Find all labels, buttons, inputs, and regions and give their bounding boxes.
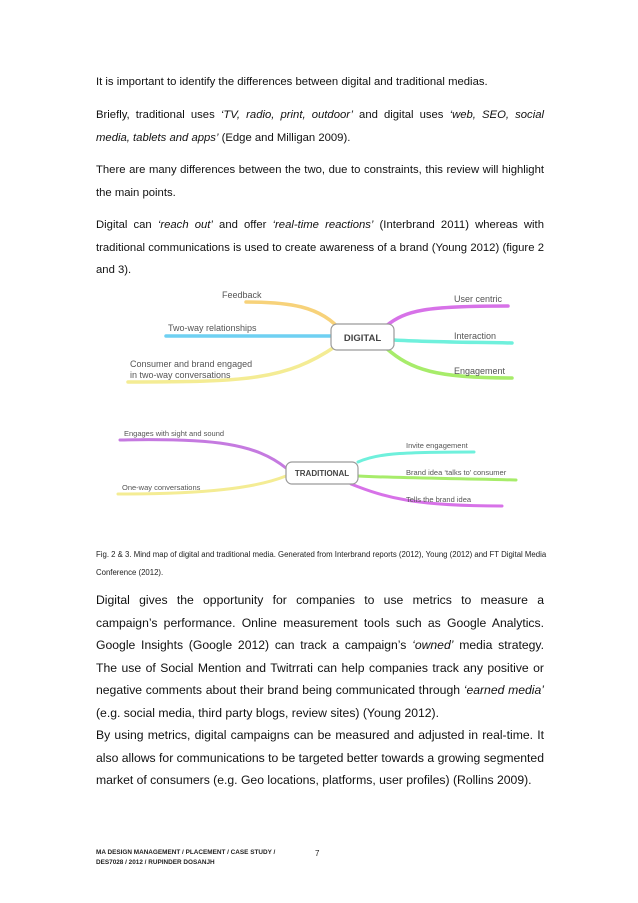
paragraph-differences: There are many differences between the two, due to constraints, this review will highlight the main points.	[96, 164, 544, 199]
text-run: and digital uses	[352, 109, 450, 121]
label-one-way: One-way conversations	[122, 483, 201, 492]
label-interaction: Interaction	[454, 331, 497, 341]
text-run: Digital can	[96, 219, 158, 231]
branch-invite	[358, 452, 474, 462]
label-consumer-2: in two-way conversations	[130, 370, 231, 380]
digital-center-label: DIGITAL	[343, 333, 382, 344]
figure-caption: Fig. 2 & 3. Mind map of digital and traditional media. Generated from Interbrand reports (2012), Young (2012) and FT Digital Media Conference (2012).	[96, 550, 547, 577]
paragraph-intro: It is important to identify the differences between digital and traditional medias.	[96, 76, 488, 88]
text-run: (Edge and Milligan 2009).	[218, 131, 351, 144]
paragraph-real-time: By using metrics, digital campaigns can be measured and adjusted in real-time. It also allows for communications to be targeted better towards a growing segmented market of consumers (e.g. Geo locations, platforms, user profiles) (Rollins 2009).	[96, 728, 544, 788]
paragraph-media-types	[96, 104, 544, 149]
branch-feedback	[246, 302, 342, 332]
label-consumer-1: Consumer and brand engaged	[130, 359, 253, 369]
paragraph-metrics	[96, 589, 544, 725]
italic-quote: ‘TV, radio, print, outdoor’	[220, 109, 353, 121]
text-run: (Interbrand 2011) whereas with traditional communications is used to create awareness of a brand (Young 2012) (figure 2 and 3).	[96, 219, 544, 276]
italic-quote: ‘reach out’	[157, 219, 213, 231]
italic-quote: ‘real-time reactions’	[272, 219, 374, 231]
label-user-centric: User centric	[454, 294, 503, 304]
footer-line-1: MA DESIGN MANAGEMENT / PLACEMENT / CASE STUDY /	[96, 849, 276, 856]
footer-line-2: DES7028 / 2012 / RUPINDER DOSANJH	[96, 859, 215, 866]
label-two-way: Two-way relationships	[168, 323, 257, 333]
label-feedback: Feedback	[222, 290, 262, 300]
footer-course-info	[96, 848, 275, 868]
label-invite: Invite engagement	[406, 441, 468, 450]
traditional-center-label: TRADITIONAL	[294, 469, 350, 478]
branch-user-centric	[386, 306, 508, 326]
italic-quote: ‘earned media’	[463, 683, 544, 698]
branch-sight-sound	[120, 440, 286, 468]
italic-quote: ‘web, SEO, social media, tablets and apps’	[96, 109, 544, 144]
label-sight-sound: Engages with sight and sound	[124, 429, 225, 438]
mind-map-figure	[96, 280, 536, 510]
italic-quote: ‘owned’	[412, 638, 454, 653]
label-tells: Tells the brand idea	[406, 495, 472, 504]
label-engagement: Engagement	[454, 366, 506, 376]
text-run: Briefly, traditional uses	[96, 109, 221, 121]
text-run: (e.g. social media, third party blogs, review sites) (Young 2012).	[96, 705, 439, 720]
page-number: 7	[315, 849, 320, 858]
text-run: and offer	[212, 219, 273, 231]
text-run: Digital gives the opportunity for companies to use metrics to measure a campaign’s performance. Online measurement tools such as Google Analytics. Google Insights (Google 2012) can track a campaign’s	[96, 593, 544, 653]
text-run: media strategy. The use of Social Mention and Twitrrati can help companies track any positive or negative comments about their brand being communicated through	[96, 638, 544, 698]
label-talks-to: Brand idea ‘talks to’ consumer	[406, 468, 507, 477]
paragraph-reach-out	[96, 214, 544, 282]
